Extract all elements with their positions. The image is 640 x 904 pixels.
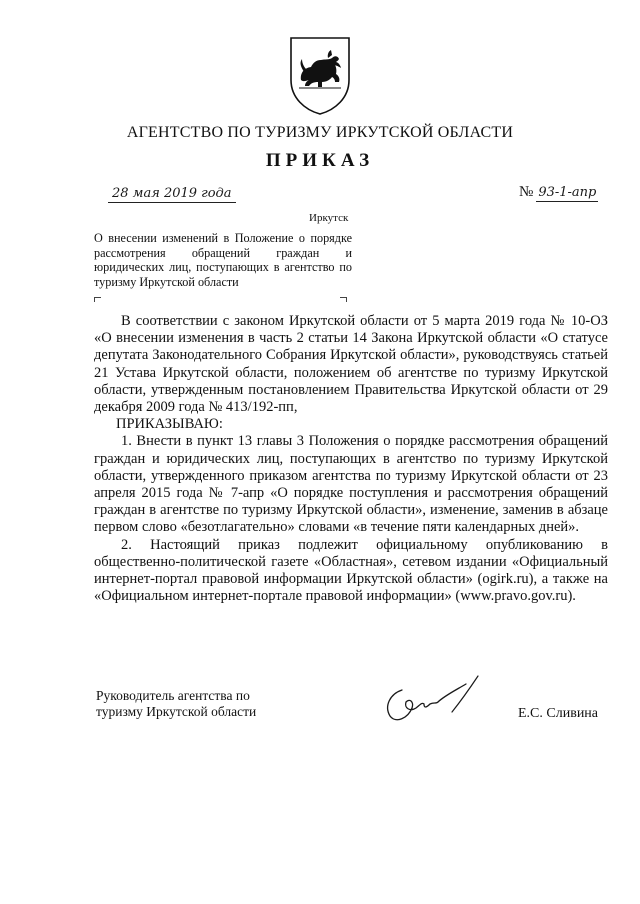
signatory-title — [96, 688, 256, 719]
number-sign: № — [519, 184, 534, 200]
order-date — [108, 184, 236, 203]
city-name: Иркутск — [309, 212, 349, 224]
subject-corner-left — [94, 297, 101, 302]
coat-of-arms-icon — [289, 36, 351, 116]
signatory-name: Е.С. Сливина — [518, 706, 599, 721]
subject-corner-right — [340, 297, 347, 302]
order-number — [519, 184, 598, 202]
order-item-2: 2. Настоящий приказ подлежит официальному опубликованию в общественно-политической газете «Областная», сетевом издании «Официальный интернет-портал правовой информации Иркутской области» (ogirk.ru), а также на «Официальном интернет-портале правовой информации» (www.pravo.gov.ru). — [94, 536, 608, 605]
agency-name: АГЕНТСТВО ПО ТУРИЗМУ ИРКУТСКОЙ ОБЛАСТИ — [126, 124, 514, 141]
order-body — [94, 313, 608, 605]
preamble-paragraph: В соответствии с законом Иркутской области от 5 марта 2019 года № 10-ОЗ «О внесении изменения в часть 2 статьи 14 Закона Иркутской области «О статусе депутата Законодательного Собрания Иркутской области», руководствуясь статьей 21 Устава Иркутской области, положением об агентстве по туризму Иркутской области, утвержденным постановлением Правительства Иркутской области от 29 декабря 2009 года № 413/192-пп, — [94, 313, 608, 416]
order-item-1: 1. Внести в пункт 13 главы 3 Положения о порядке рассмотрения обращений граждан и юридических лиц, поступающих в агентство по туризму Иркутской области, утвержденного приказом агентства по туризму Иркутской области от 23 апреля 2015 года № 7-апр «О порядке поступления и рассмотрения обращений граждан в агентстве по туризму Иркутской области», изменение, заменив в абзаце первом слово «безотлагательно» словами «в течение пяти календарных дней». — [94, 433, 608, 536]
handwritten-date: 28 мая 2019 года — [108, 186, 236, 203]
handwritten-signature-icon — [380, 672, 500, 728]
document-type-title: ПРИКАЗ — [265, 150, 375, 171]
order-subject: О внесении изменений в Положение о порядке рассмотрения обращений граждан и юридических лиц, поступающих в агентство по туризму Иркутской области — [94, 231, 352, 289]
signatory-title-line-2: туризму Иркутской области — [96, 703, 257, 719]
handwritten-number: 93-1-апр — [538, 185, 597, 200]
order-keyword: ПРИКАЗЫВАЮ: — [116, 416, 223, 433]
signatory-title-line-1: Руководитель агентства по — [96, 688, 250, 703]
